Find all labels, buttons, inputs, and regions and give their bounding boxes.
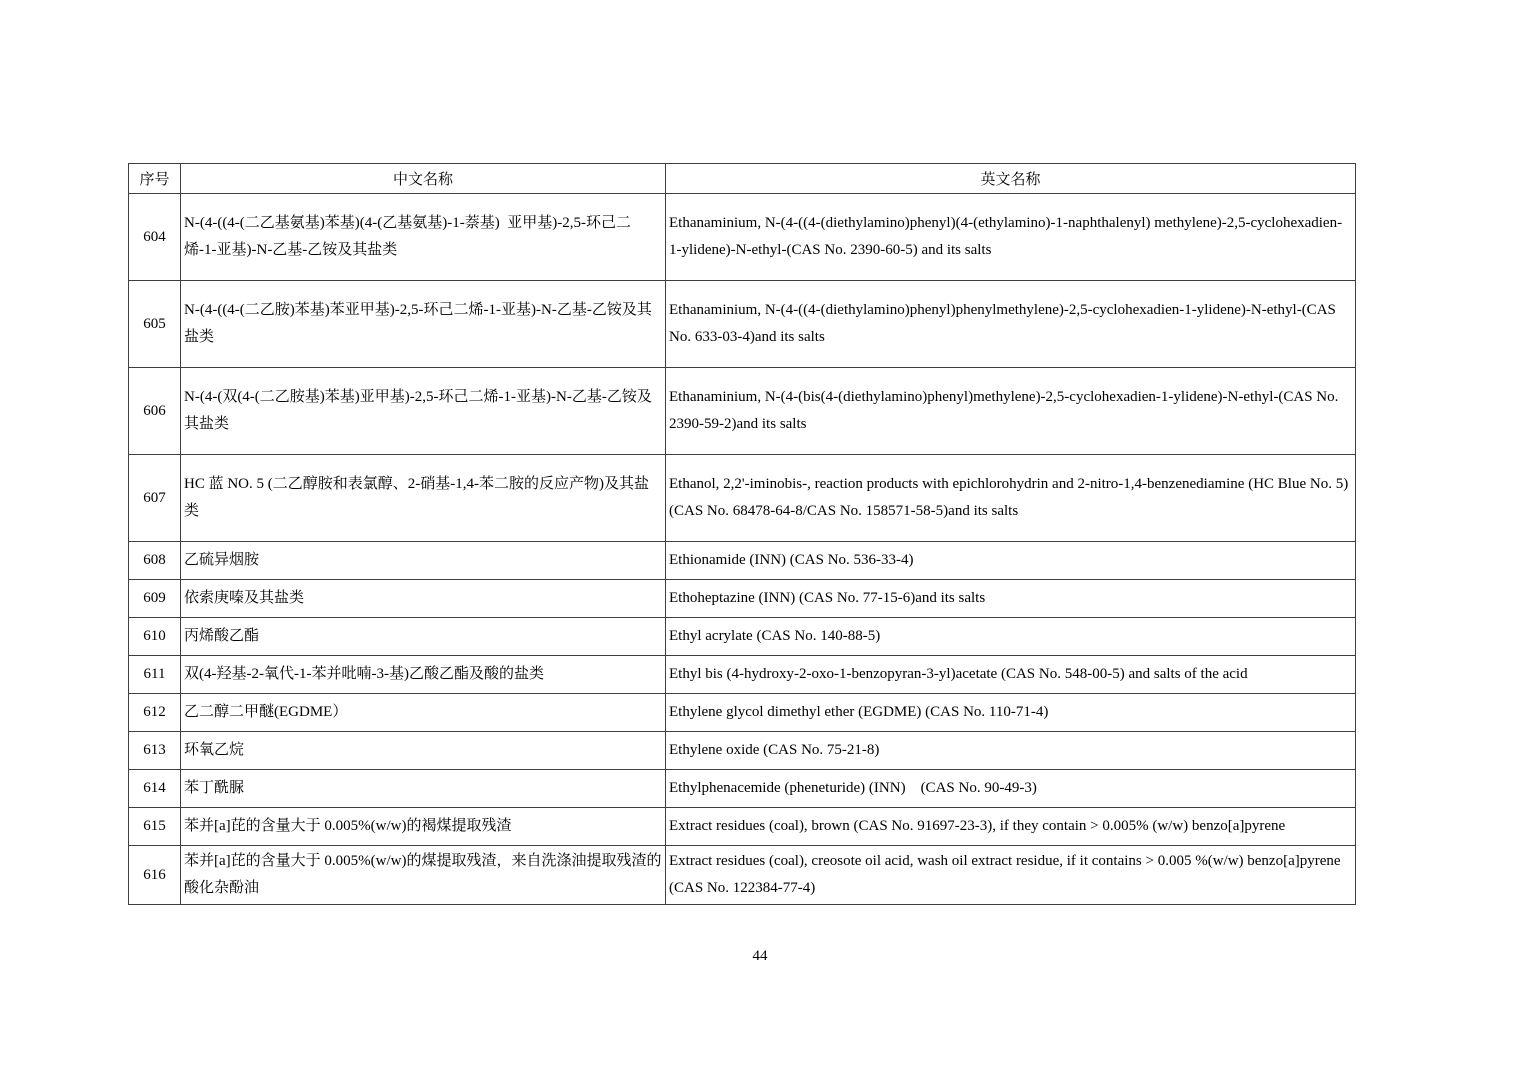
header-english-name: 英文名称: [666, 164, 1356, 194]
row-number-cell: 615: [129, 808, 181, 846]
table-row: [129, 281, 1356, 368]
table-row: [129, 656, 1356, 694]
english-name-cell: Ethanaminium, N-(4-(bis(4-(diethylamino)phenyl)methylene)-2,5-cyclohexadien-1-ylidene)-N-ethyl-(CAS No. 2390-59-2)and its salts: [666, 368, 1356, 455]
chinese-name-cell: HC 蓝 NO. 5 (二乙醇胺和表氯醇、2-硝基-1,4-苯二胺的反应产物)及其盐类: [181, 455, 666, 542]
english-name-cell: Ethyl acrylate (CAS No. 140-88-5): [666, 618, 1356, 656]
row-number-cell: 609: [129, 580, 181, 618]
chinese-name-cell: 丙烯酸乙酯: [181, 618, 666, 656]
chinese-name-cell: 环氧乙烷: [181, 732, 666, 770]
chinese-name-cell: 乙硫异烟胺: [181, 542, 666, 580]
chinese-name-cell: N-(4-((4-(二乙胺)苯基)苯亚甲基)-2,5-环己二烯-1-亚基)-N-乙基-乙铵及其盐类: [181, 281, 666, 368]
row-number-cell: 616: [129, 846, 181, 905]
row-number-cell: 607: [129, 455, 181, 542]
table-row: [129, 770, 1356, 808]
english-name-cell: Extract residues (coal), brown (CAS No. 91697-23-3), if they contain > 0.005% (w/w) benzo[a]pyrene: [666, 808, 1356, 846]
row-number-cell: 611: [129, 656, 181, 694]
header-row: [129, 164, 1356, 194]
table-row: [129, 580, 1356, 618]
english-name-cell: Ethionamide (INN) (CAS No. 536-33-4): [666, 542, 1356, 580]
table-row: [129, 368, 1356, 455]
chinese-name-cell: N-(4-((4-(二乙基氨基)苯基)(4-(乙基氨基)-1-萘基) 亚甲基)-2,5-环己二烯-1-亚基)-N-乙基-乙铵及其盐类: [181, 194, 666, 281]
row-number-cell: 612: [129, 694, 181, 732]
table-row: [129, 194, 1356, 281]
row-number-cell: 605: [129, 281, 181, 368]
row-number-cell: 613: [129, 732, 181, 770]
row-number-cell: 610: [129, 618, 181, 656]
page-number: 44: [752, 948, 768, 964]
chemicals-table: [128, 163, 1356, 905]
row-number-cell: 608: [129, 542, 181, 580]
table-row: [129, 618, 1356, 656]
english-name-cell: Ethylene glycol dimethyl ether (EGDME) (CAS No. 110-71-4): [666, 694, 1356, 732]
english-name-cell: Ethanaminium, N-(4-((4-(diethylamino)phenyl)phenylmethylene)-2,5-cyclohexadien-1-ylidene)-N-ethyl-(CAS No. 633-03-4)and its salts: [666, 281, 1356, 368]
english-name-cell: Ethyl bis (4-hydroxy-2-oxo-1-benzopyran-3-yl)acetate (CAS No. 548-00-5) and salts of the acid: [666, 656, 1356, 694]
chinese-name-cell: 双(4-羟基-2-氧代-1-苯并吡喃-3-基)乙酸乙酯及酸的盐类: [181, 656, 666, 694]
english-name-cell: Ethanol, 2,2'-iminobis-, reaction products with epichlorohydrin and 2-nitro-1,4-benzenediamine (HC Blue No. 5) (CAS No. 68478-64-8/CAS No. 158571-58-5)and its salts: [666, 455, 1356, 542]
row-number-cell: 604: [129, 194, 181, 281]
chinese-name-cell: 依索庚嗪及其盐类: [181, 580, 666, 618]
chinese-name-cell: N-(4-(双(4-(二乙胺基)苯基)亚甲基)-2,5-环己二烯-1-亚基)-N-乙基-乙铵及其盐类: [181, 368, 666, 455]
header-chinese-name: 中文名称: [181, 164, 666, 194]
row-number-cell: 606: [129, 368, 181, 455]
chinese-name-cell: 苯并[a]芘的含量大于 0.005%(w/w)的褐煤提取残渣: [181, 808, 666, 846]
header-serial-number: 序号: [129, 164, 181, 194]
english-name-cell: Ethylphenacemide (pheneturide) (INN) (CAS No. 90-49-3): [666, 770, 1356, 808]
chinese-name-cell: 乙二醇二甲醚(EGDME）: [181, 694, 666, 732]
chinese-name-cell: 苯丁酰脲: [181, 770, 666, 808]
table-row: [129, 455, 1356, 542]
table-row: [129, 732, 1356, 770]
table-row: [129, 542, 1356, 580]
english-name-cell: Ethylene oxide (CAS No. 75-21-8): [666, 732, 1356, 770]
table-row: [129, 846, 1356, 905]
english-name-cell: Ethanaminium, N-(4-((4-(diethylamino)phenyl)(4-(ethylamino)-1-naphthalenyl) methylene)-2,5-cyclohexadien-1-ylidene)-N-ethyl-(CAS No. 2390-60-5) and its salts: [666, 194, 1356, 281]
row-number-cell: 614: [129, 770, 181, 808]
table-row: [129, 694, 1356, 732]
english-name-cell: Extract residues (coal), creosote oil acid, wash oil extract residue, if it contains > 0.005 %(w/w) benzo[a]pyrene (CAS No. 122384-77-4): [666, 846, 1356, 905]
chinese-name-cell: 苯并[a]芘的含量大于 0.005%(w/w)的煤提取残渣，来自洗涤油提取残渣的酸化杂酚油: [181, 846, 666, 905]
english-name-cell: Ethoheptazine (INN) (CAS No. 77-15-6)and its salts: [666, 580, 1356, 618]
table-row: [129, 808, 1356, 846]
